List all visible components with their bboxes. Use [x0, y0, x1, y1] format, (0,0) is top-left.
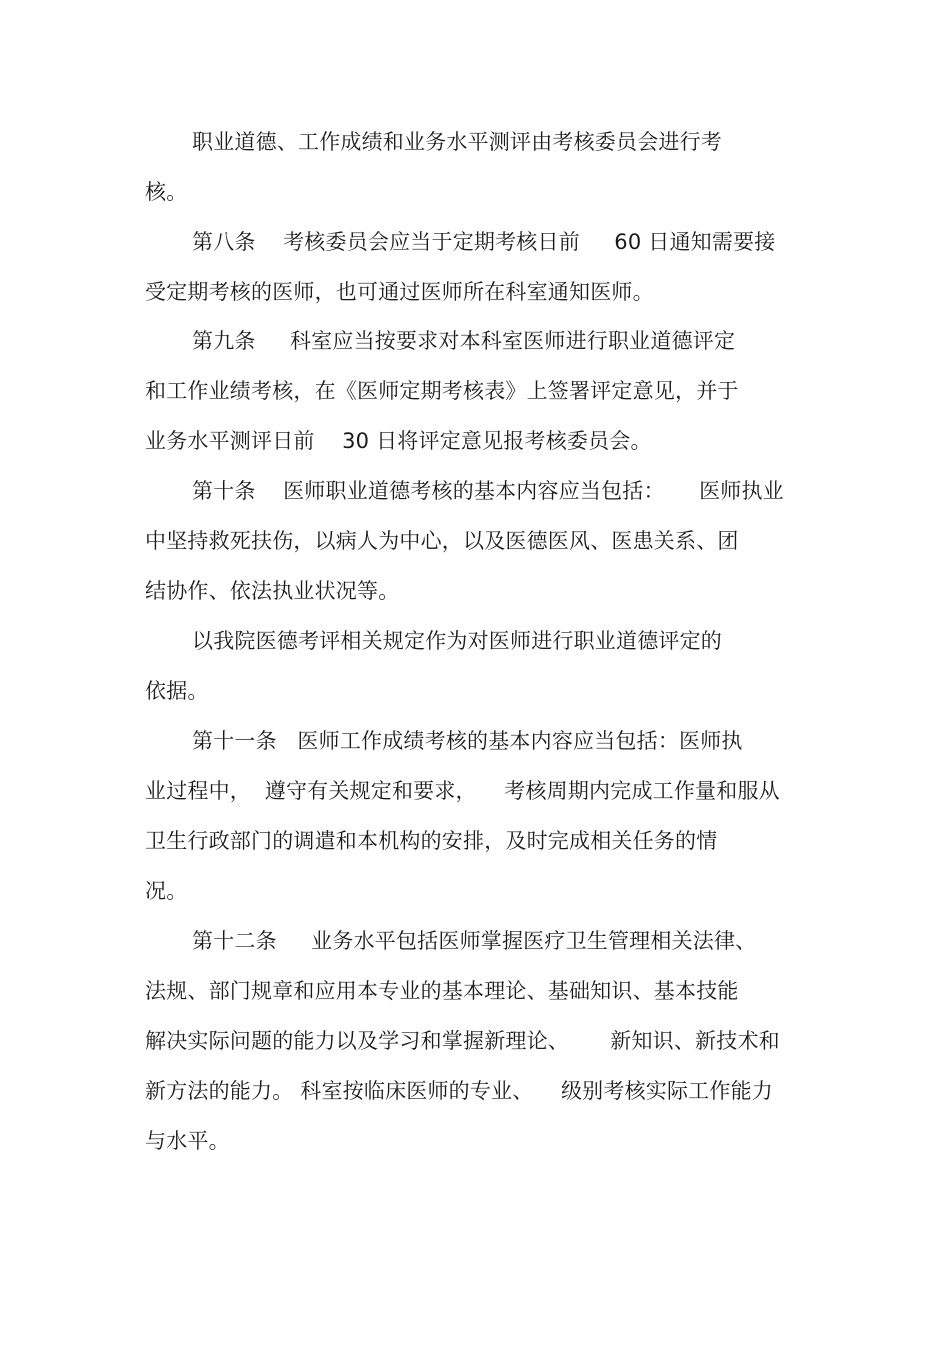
text-line: 职业道德、工作成绩和业务水平测评由考核委员会进行考 [192, 130, 722, 154]
text-line: 结协作、依法执业状况等。 [145, 579, 400, 603]
text-line: 第八条 考核委员会应当于定期考核日前 60 日通知需要接 [192, 230, 776, 254]
text-line: 依据。 [145, 679, 209, 703]
text-line: 法规、部门规章和应用本专业的基本理论、基础知识、基本技能 [145, 979, 739, 1003]
text-line: 解决实际问题的能力以及学习和掌握新理论、 新知识、新技术和 [145, 1029, 780, 1053]
text-line: 业过程中， 遵守有关规定和要求， 考核周期内完成工作量和服从 [145, 779, 780, 803]
text-line: 以我院医德考评相关规定作为对医师进行职业道德评定的 [192, 629, 722, 653]
text-line: 第十二条 业务水平包括医师掌握医疗卫生管理相关法律、 [192, 929, 757, 953]
text-line: 新方法的能力。 科室按临床医师的专业、 级别考核实际工作能力 [145, 1079, 773, 1103]
text-line: 中坚持救死扶伤，以病人为中心，以及医德医风、医患关系、团 [145, 529, 739, 553]
text-line: 第十条 医师职业道德考核的基本内容应当包括： 医师执业 [192, 479, 784, 503]
text-line: 业务水平测评日前 30 日将评定意见报考核委员会。 [145, 429, 652, 453]
text-line: 第九条 科室应当按要求对本科室医师进行职业道德评定 [192, 329, 736, 353]
text-line: 受定期考核的医师，也可通过医师所在科室通知医师。 [145, 280, 654, 304]
text-line: 第十一条 医师工作成绩考核的基本内容应当包括：医师执 [192, 729, 743, 753]
text-line: 况。 [145, 879, 188, 903]
text-line: 卫生行政部门的调遣和本机构的安排，及时完成相关任务的情 [145, 829, 718, 853]
text-line: 与水平。 [145, 1129, 230, 1153]
text-line: 核。 [145, 180, 188, 204]
text-line: 和工作业绩考核，在《医师定期考核表》上签署评定意见，并于 [145, 379, 739, 403]
